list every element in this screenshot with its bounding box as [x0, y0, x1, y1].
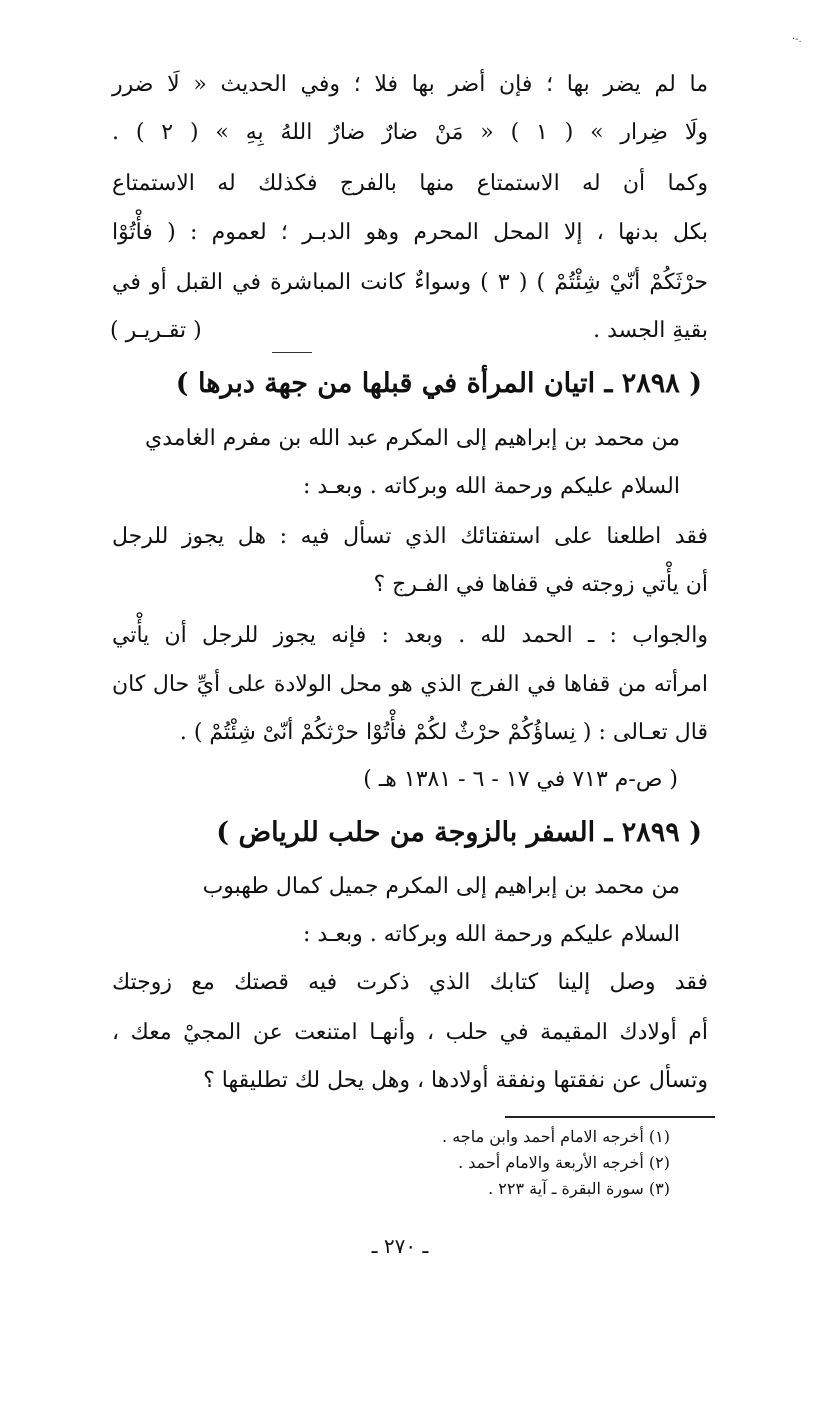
footnote-3: (٣) سورة البقرة ـ آية ٢٢٣ .: [488, 1179, 670, 1198]
section-2898-body-4: امرأته من قفاها في الفرج الذي هو محل الولادة على أيِّ حال كان: [112, 672, 708, 697]
intro-line-4: بكل بدنها ، إلا المحل المحرم وهو الدبـر ؛ لعموم : ( فأْتُوْا: [112, 220, 708, 245]
footnote-2: (٢) أخرجه الأربعة والامام أحمد .: [458, 1153, 670, 1172]
section-2898-body-5: قال تعـالى : ( نِساؤُكُمْ حرْثٌ لكُمْ فأْتُوْا حرْثكُمْ أنّىْ شِئْتُمْ ) .: [179, 720, 708, 745]
section-2898-greeting: السلام عليكم ورحمة الله وبركاته . وبعـد :: [303, 474, 680, 499]
page-number: ـ ٢٧٠ ـ: [371, 1234, 429, 1258]
section-2899-body-1: فقد وصل إلينا كتابك الذي ذكرت فيه قصتك مع زوجتك: [112, 970, 708, 995]
intro-line-3: وكما أن له الاستمتاع منها بالفرج فكذلك له الاستمتاع: [112, 171, 708, 196]
section-heading-2899: ( ٢٨٩٩ ـ السفر بالزوجة من حلب للرياض ): [216, 817, 702, 848]
scan-speck: ·-.: [792, 34, 802, 45]
section-2899-body-3: وتسأل عن نفقتها ونفقة أولادها ، وهل يحل لك تطليقها ؟: [203, 1068, 708, 1093]
intro-line-2: ولَا ضِرار » ( ١ ) « مَنْ ضارٌ ضارٌ اللهُ بِهِ » ( ٢ ) .: [112, 120, 708, 145]
footnote-1: (١) أخرجه الامام أحمد وابن ماجه .: [442, 1127, 670, 1146]
section-2899-greeting: السلام عليكم ورحمة الله وبركاته . وبعـد :: [303, 922, 680, 947]
section-2898-body-1: فقد اطلعنا على استفتائك الذي تسأل فيه : هل يجوز للرجل: [112, 524, 708, 549]
section-heading-2898: ( ٢٨٩٨ ـ اتيان المرأة في قبلها من جهة دبرها ): [175, 368, 702, 399]
section-2899-address: من محمد بن إبراهيم إلى المكرم جميل كمال طهبوب: [202, 874, 680, 899]
section-2898-reference: ( ص-م ٧١٣ في ١٧ - ٦ - ١٣٨١ هـ ): [363, 767, 678, 792]
footnote-rule: [505, 1116, 715, 1118]
intro-line-1: ما لم يضر بها ؛ فإن أضر بها فلا ؛ وفي الحديث « لَا ضرر: [112, 72, 708, 97]
section-2898-body-2: أن يأْتي زوجته في قفاها في الفـرج ؟: [373, 572, 708, 597]
intro-line-6: بقيةِ الجسد .: [593, 318, 708, 343]
intro-line-5: حرْثَكُمْ أنّيْ شِئْتُمْ ) ( ٣ ) وسواءٌ كانت المباشرة في القبل أو في: [112, 270, 708, 295]
section-2898-body-3: والجواب : ـ الحمد لله . وبعد : فإنه يجوز للرجل أن يأْتي: [112, 623, 708, 648]
separator-rule: [272, 352, 312, 353]
section-2898-address: من محمد بن إبراهيم إلى المكرم عبد الله بن مفرم الغامدي: [145, 426, 680, 451]
intro-signature: ( تقـريـر ): [110, 318, 202, 343]
section-2899-body-2: أم أولادك المقيمة في حلب ، وأنهـا امتنعت عن المجيْ معك ،: [112, 1020, 708, 1045]
